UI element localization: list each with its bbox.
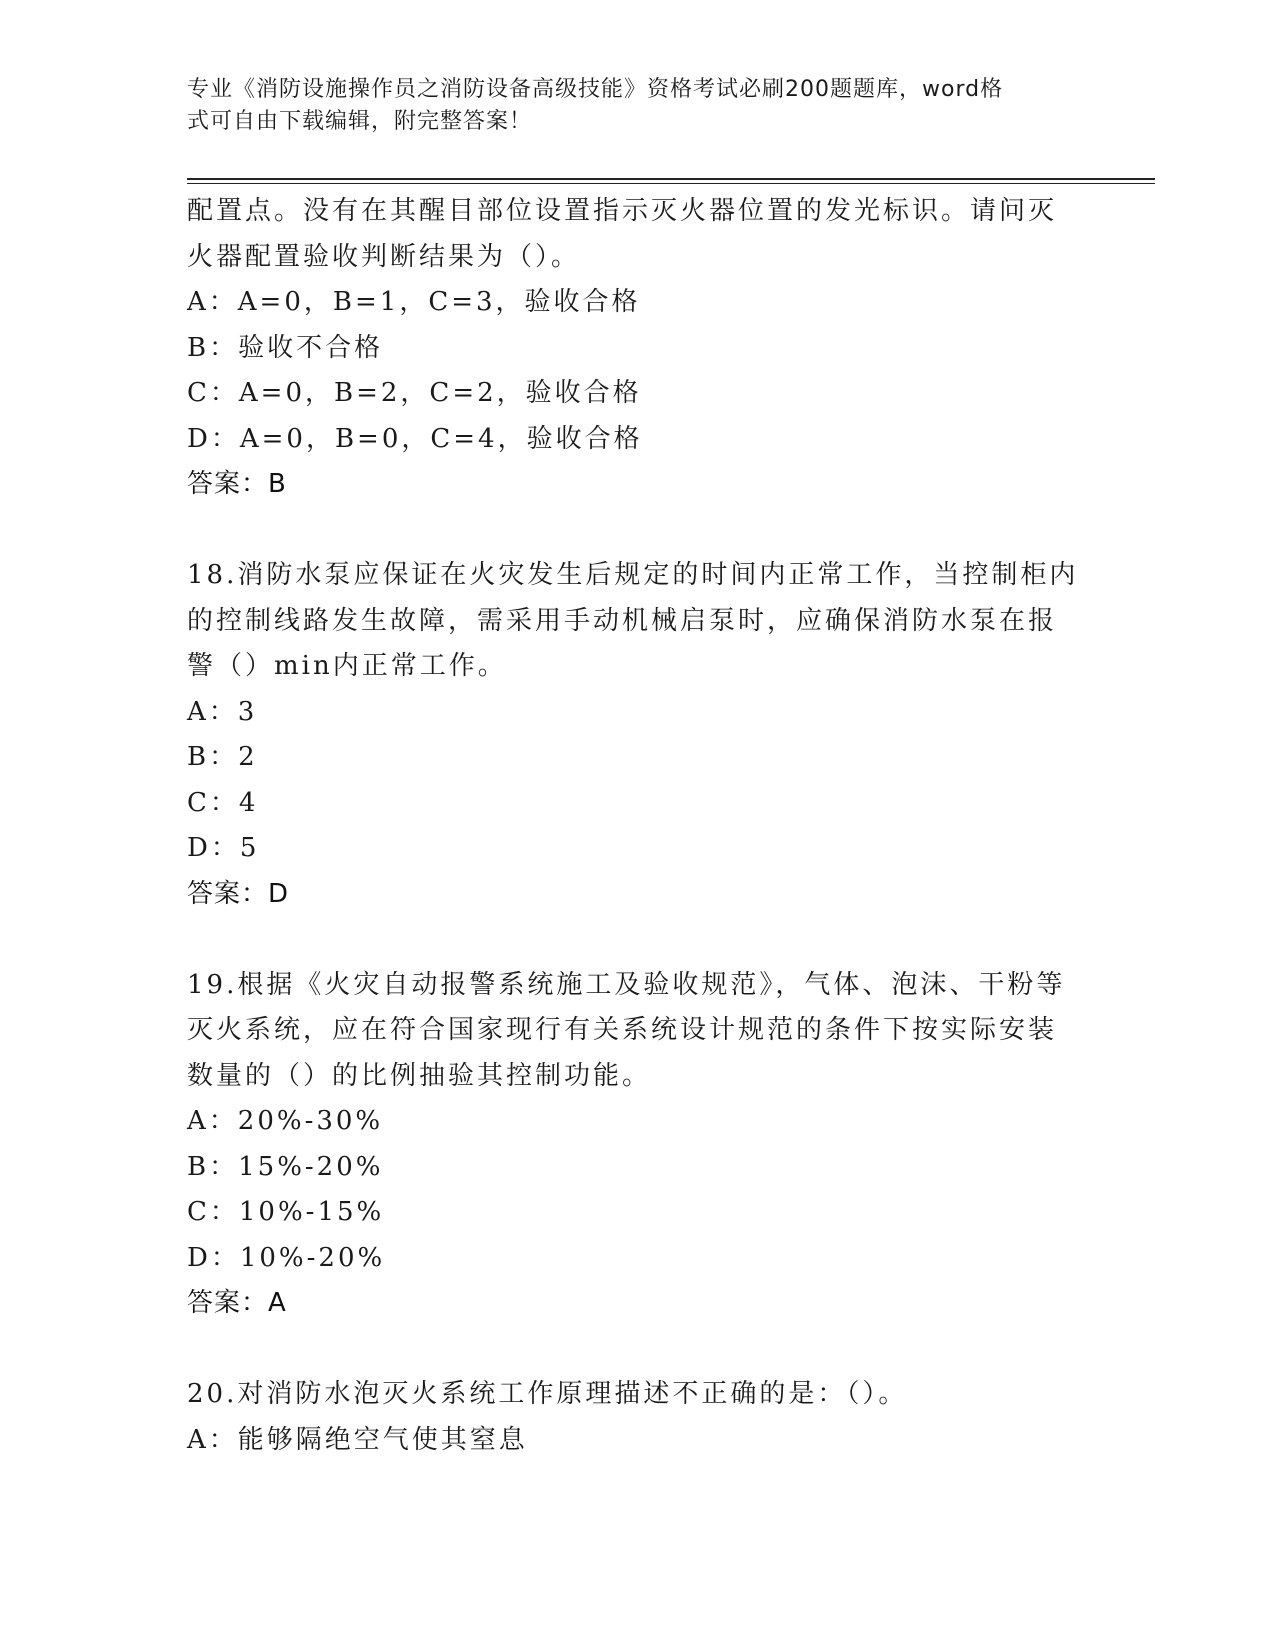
header-line-2: 式可自由下载编辑，附完整答案！ bbox=[187, 109, 533, 134]
answer-line: 答案：D bbox=[187, 878, 290, 909]
document-body bbox=[187, 189, 1087, 1463]
spacer bbox=[187, 917, 1087, 963]
question-18 bbox=[187, 553, 1087, 917]
option-a: A：能够隔绝空气使其窒息 bbox=[187, 1424, 528, 1455]
document-header bbox=[187, 74, 1067, 138]
option-d: D：A=0，B=0，C=4，验收合格 bbox=[187, 423, 643, 454]
question-stem-line: 配置点。没有在其醒目部位设置指示灭火器位置的发光标识。请问灭 bbox=[187, 196, 1058, 226]
option-c: C：4 bbox=[187, 787, 259, 818]
question-19 bbox=[187, 963, 1087, 1327]
option-b: B：验收不合格 bbox=[187, 332, 384, 363]
question-stem-line: 灭火系统，应在符合国家现行有关系统设计规范的条件下按实际安装 bbox=[187, 1015, 1058, 1045]
option-c: C：A=0，B=2，C=2，验收合格 bbox=[187, 378, 642, 408]
option-d: D：5 bbox=[187, 833, 260, 863]
question-stem-line: 19.根据《火灾自动报警系统施工及验收规范》，气体、泡沫、干粉等 bbox=[187, 969, 1066, 1000]
header-line-1: 专业《消防设施操作员之消防设备高级技能》资格考试必刷200题题库，word格 bbox=[187, 77, 1004, 102]
answer-line: 答案：B bbox=[187, 469, 287, 499]
question-stem-line: 数量的（）的比例抽验其控制功能。 bbox=[187, 1060, 652, 1091]
option-b: B：15%-20% bbox=[187, 1151, 384, 1182]
question-stem-line: 警（）min内正常工作。 bbox=[187, 651, 507, 681]
spacer bbox=[187, 508, 1087, 554]
option-b: B：2 bbox=[187, 742, 258, 772]
question-stem-line: 20.对消防水泡灭火系统工作原理描述不正确的是：（）。 bbox=[187, 1379, 908, 1409]
option-c: C：10%-15% bbox=[187, 1197, 385, 1227]
question-stem-line: 18.消防水泵应保证在火灾发生后规定的时间内正常工作，当控制柜内 bbox=[187, 560, 1079, 590]
question-stem-line: 火器配置验收判断结果为（）。 bbox=[187, 241, 581, 272]
header-divider-thick bbox=[187, 178, 1155, 180]
question-17-continuation bbox=[187, 189, 1087, 508]
header-divider-thin bbox=[187, 183, 1155, 184]
question-stem-line: 的控制线路发生故障，需采用手动机械启泵时，应确保消防水泵在报 bbox=[187, 605, 1058, 636]
option-a: A：20%-30% bbox=[187, 1106, 384, 1136]
option-a: A：A=0，B=1，C=3，验收合格 bbox=[187, 287, 641, 317]
answer-line: 答案：A bbox=[187, 1288, 287, 1318]
option-a: A：3 bbox=[187, 696, 258, 727]
option-d: D：10%-20% bbox=[187, 1242, 386, 1273]
question-20 bbox=[187, 1372, 1087, 1463]
spacer bbox=[187, 1327, 1087, 1373]
